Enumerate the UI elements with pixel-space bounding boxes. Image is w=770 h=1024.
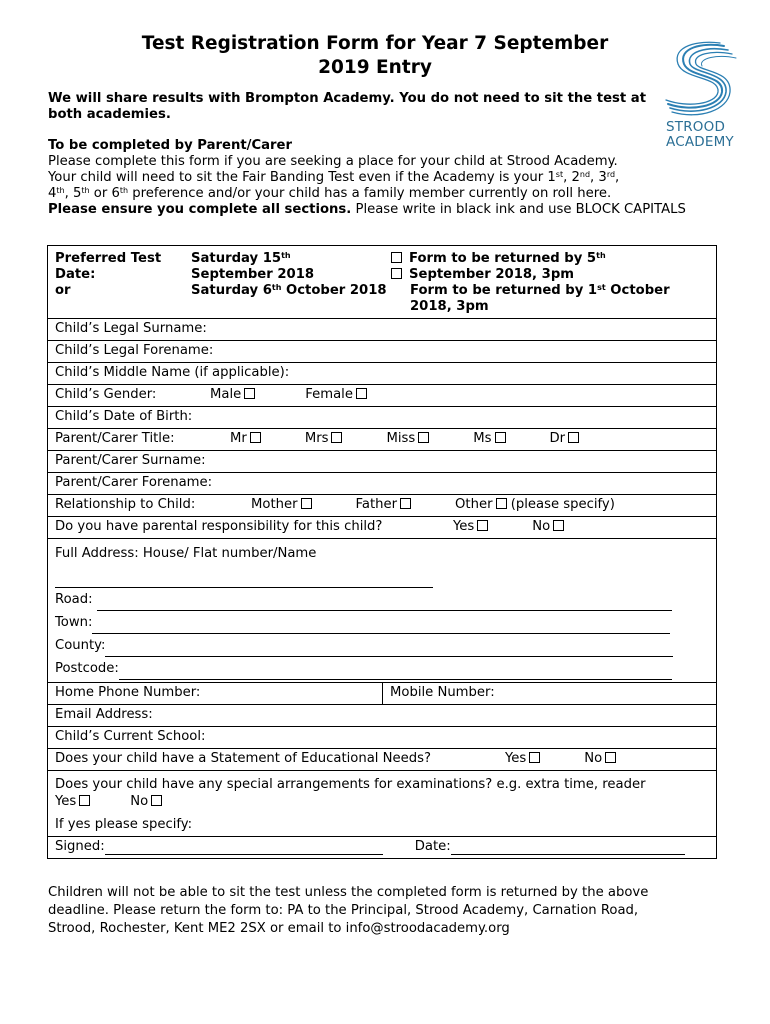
shared-results-text: We will share results with Brompton Academy. You do not need to sit the test at both academies. [48,91,646,122]
ms-checkbox[interactable] [495,432,506,443]
instructions [48,138,688,218]
county-input[interactable] [105,643,673,657]
road-label: Road: [55,592,93,607]
full-address-block [48,539,717,683]
instruction-line-3: 4th, 5th or 6th preference and/or your child has a family member currently on roll here. [48,186,612,201]
current-school-field[interactable]: Child’s Current School: [48,727,717,749]
title-line-2: 2019 Entry [318,57,432,78]
county-label: County: [55,638,106,653]
mrs-checkbox[interactable] [331,432,342,443]
child-middle-name-field[interactable]: Child’s Middle Name (if applicable): [48,363,717,385]
email-field[interactable]: Email Address: [48,705,717,727]
other-checkbox[interactable] [496,498,507,509]
parent-surname-field[interactable]: Parent/Carer Surname: [48,451,717,473]
footer-return-instructions: Children will not be able to sit the test unless the completed form is returned by the above deadline. Please return the form to: PA to the Principal, Strood Academy, Carnation Road, Strood, Rochester, Kent ME2 2SX or email to info@stroodacademy.org [48,885,649,936]
sen-no-checkbox[interactable] [605,752,616,763]
special-arrangements-question: Does your child have any special arrangements for examinations? e.g. extra time, reader [55,777,646,792]
mr-checkbox[interactable] [250,432,261,443]
relationship-field: Relationship to Child: Mother Father Other (please specify) [48,495,717,517]
page-title [60,32,690,80]
postcode-input[interactable] [119,666,672,680]
signed-label: Signed: [55,839,105,854]
sen-yes-checkbox[interactable] [529,752,540,763]
child-gender-field: Child’s Gender: Male Female [48,385,717,407]
special-arrangements-field: Does your child have any special arrangements for examinations? e.g. extra time, reader Yes No If yes please specify: [48,771,717,837]
preferred-date-row [48,246,717,319]
address-line-input[interactable] [55,574,433,588]
swoosh-s-icon [662,40,746,118]
responsibility-no-checkbox[interactable] [553,520,564,531]
address-label: Full Address: House/ Flat number/Name [55,546,317,561]
female-checkbox[interactable] [356,388,367,399]
mobile-field[interactable]: Mobile Number: [383,683,717,705]
town-input[interactable] [92,620,670,634]
postcode-label: Postcode: [55,661,119,676]
date1-checkbox[interactable] [391,252,402,263]
intro-shared-results [48,91,658,123]
preferred-date-label: Preferred Test Date: or [55,251,162,298]
child-forename-field[interactable]: Child’s Legal Forename: [48,341,717,363]
logo-line-2: ACADEMY [666,134,734,150]
date-option-1: Saturday 15th [191,251,291,266]
completed-by-heading: To be completed by Parent/Carer [48,138,292,153]
instruction-line-4: Please ensure you complete all sections. Please write in black ink and use BLOCK CAPITALS [48,202,686,217]
if-yes-specify-label: If yes please specify: [55,817,193,832]
road-input[interactable] [97,597,672,611]
logo-line-1: STROOD [666,119,726,135]
date-option-2: Saturday 6th October 2018 [191,283,387,298]
parent-title-field: Parent/Carer Title: Mr Mrs Miss Ms Dr [48,429,717,451]
town-label: Town: [55,615,93,630]
home-phone-field[interactable]: Home Phone Number: [48,683,383,705]
sen-field: Does your child have a Statement of Educational Needs? Yes No [48,749,717,771]
instruction-line-1: Please complete this form if you are seeking a place for your child at Strood Academy. [48,154,618,169]
registration-form-table [47,245,717,859]
miss-checkbox[interactable] [418,432,429,443]
date2-checkbox[interactable] [391,268,402,279]
signature-input[interactable] [105,841,383,855]
special-no-checkbox[interactable] [151,795,162,806]
date-label: Date: [414,839,451,854]
child-surname-field[interactable]: Child’s Legal Surname: [48,319,717,341]
signature-row [48,837,717,859]
parent-forename-field[interactable]: Parent/Carer Forename: [48,473,717,495]
dr-checkbox[interactable] [568,432,579,443]
special-yes-checkbox[interactable] [79,795,90,806]
instruction-line-2: Your child will need to sit the Fair Banding Test even if the Academy is your 1st, 2nd, 3rd, [48,170,620,185]
mother-checkbox[interactable] [301,498,312,509]
return-deadlines: Form to be returned by 5th September 2018, 3pm Form to be returned by 1st October 2018, 3pm [391,251,691,315]
responsibility-yes-checkbox[interactable] [477,520,488,531]
parental-responsibility-field: Do you have parental responsibility for this child? Yes No [48,517,717,539]
date-input[interactable] [451,841,685,855]
child-dob-field[interactable]: Child’s Date of Birth: [48,407,717,429]
preferred-date-options: Saturday 15th September 2018 Saturday 6th October 2018 [191,251,391,315]
father-checkbox[interactable] [400,498,411,509]
title-line-1: Test Registration Form for Year 7 September [141,33,609,54]
strood-academy-logo [662,40,752,152]
male-checkbox[interactable] [244,388,255,399]
